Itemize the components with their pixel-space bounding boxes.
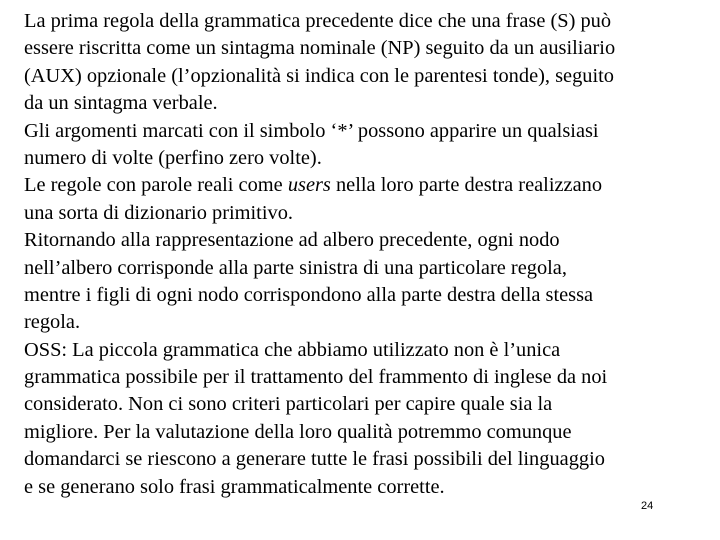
text-line: Gli argomenti marcati con il simbolo ‘*’ possono apparire un qualsiasi: [24, 119, 599, 142]
text-line: Ritornando alla rappresentazione ad albero precedente, ogni nodo: [24, 229, 560, 252]
text-line: mentre i figli di ogni nodo corrispondono alla parte destra della stessa: [24, 283, 594, 306]
text-line: regola.: [24, 311, 81, 334]
text-segment: nella loro parte destra realizzano: [330, 174, 603, 197]
text-line: La prima regola della grammatica precedente dice che una frase (S) può: [24, 10, 612, 32]
text-line-with-emphasis: [24, 172, 718, 199]
text-line: da un sintagma verbale.: [24, 92, 218, 115]
text-line: essere riscritta come un sintagma nominale (NP) seguito da un ausiliario: [24, 37, 616, 60]
body-text: [24, 8, 718, 501]
text-line: numero di volte (perfino zero volte).: [24, 146, 322, 169]
text-line: OSS: La piccola grammatica che abbiamo utilizzato non è l’unica: [24, 338, 561, 361]
text-line: e se generano solo frasi grammaticalmente corrette.: [24, 475, 445, 498]
page-number: 24: [641, 500, 654, 512]
emphasized-word: users: [287, 174, 331, 197]
text-line: migliore. Per la valutazione della loro qualità potremmo comunque: [24, 420, 572, 443]
text-line: considerato. Non ci sono criteri particolari per capire quale sia la: [24, 393, 553, 416]
text-line: nell’albero corrisponde alla parte sinistra di una particolare regola,: [24, 256, 567, 279]
text-line: una sorta di dizionario primitivo.: [24, 201, 293, 224]
text-line: grammatica possibile per il trattamento del frammento di inglese da noi: [24, 366, 608, 389]
text-line: (AUX) opzionale (l’opzionalità si indica con le parentesi tonde), seguito: [24, 64, 615, 87]
text-line: domandarci se riescono a generare tutte le frasi possibili del linguaggio: [24, 448, 605, 471]
text-segment: Le regole con parole reali come: [24, 174, 288, 197]
